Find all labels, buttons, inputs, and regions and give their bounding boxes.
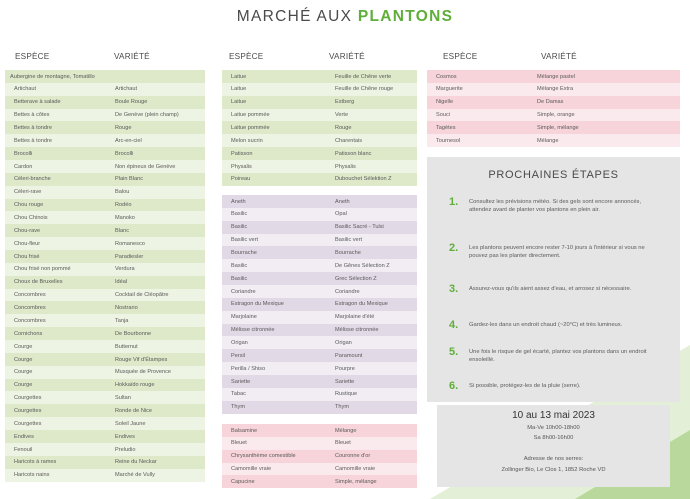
espece-cell: Courge bbox=[14, 356, 33, 363]
variete-cell: Marjolaine d'été bbox=[335, 314, 375, 321]
espece-cell: Chrysanthème comestible bbox=[231, 453, 296, 460]
table-row bbox=[222, 298, 417, 311]
table-row bbox=[5, 353, 205, 366]
hours-saturday: Sa 8h00-16h00 bbox=[533, 435, 574, 441]
variete-cell: Rouge Vif d'Étampes bbox=[115, 356, 168, 363]
step-text: Si possible, protégez-les de la pluie (serre). bbox=[469, 383, 581, 389]
variete-cell: Feuille de Chêne verte bbox=[335, 73, 392, 80]
variete-cell: Nostrano bbox=[115, 305, 138, 312]
espece-cell: Céleri-rave bbox=[14, 189, 42, 196]
variete-cell: Feuille de Chêne rouge bbox=[335, 86, 394, 93]
variete-cell: Arc-en-ciel bbox=[115, 137, 142, 144]
step-text: Une fois le risque de gel écarté, plantez vos plantons dans un endroit ensoleillé. bbox=[469, 349, 647, 364]
variete-cell: Camomille vraie bbox=[335, 466, 376, 473]
variete-cell: De Damas bbox=[537, 99, 564, 106]
table-row bbox=[427, 70, 680, 83]
espece-cell: Camomille vraie bbox=[231, 466, 272, 473]
variete-cell: Blanc bbox=[115, 227, 129, 234]
espece-cell: Thym bbox=[231, 404, 245, 411]
variete-cell: Physalis bbox=[335, 163, 356, 170]
espece-cell: Haricots à rames bbox=[14, 459, 57, 466]
espece-cell: Basilic bbox=[231, 262, 248, 269]
variete-cell: Patisson blanc bbox=[335, 150, 372, 157]
espece-cell: Laitue bbox=[231, 99, 247, 106]
variete-cell: Hokkaïdo rouge bbox=[115, 382, 155, 389]
variete-cell: Basilic Sacré - Tulsi bbox=[335, 224, 384, 231]
espece-cell: Tagètes bbox=[436, 125, 456, 132]
table-row bbox=[222, 336, 417, 349]
variete-cell: Endives bbox=[115, 433, 135, 440]
variete-cell: Rouge bbox=[115, 125, 132, 132]
table-row bbox=[222, 160, 417, 173]
variete-cell: Reine du Neckar bbox=[115, 459, 157, 466]
espece-cell: Laitue pommée bbox=[231, 112, 270, 119]
variete-cell: Opal bbox=[335, 211, 347, 218]
variete-cell: Ronde de Nice bbox=[115, 407, 153, 414]
espece-cell: Marjolaine bbox=[231, 314, 257, 321]
table-row bbox=[5, 443, 205, 456]
step-text: Assurez-vous qu'ils aient assez d'eau, et arrosez si nécessaire. bbox=[469, 286, 632, 292]
espece-cell: Céleri-branche bbox=[14, 176, 51, 183]
espece-cell: Mélisse citronnée bbox=[231, 327, 275, 334]
espece-cell: Aubergine de montagne, Tomatillo bbox=[10, 73, 95, 80]
variete-cell: Estragon du Mexique bbox=[335, 301, 388, 308]
variete-cell: De Gênes Sélection Z bbox=[335, 262, 390, 269]
table-row bbox=[5, 224, 205, 237]
step-text: Consultez les prévisions météo. Si des gels sont encore annoncés, attendez avant de planter vos plantons en plein air. bbox=[469, 199, 642, 214]
step-text: Gardez-les dans un endroit chaud (~20°C) et très lumineux. bbox=[469, 322, 623, 328]
step-number: 2. bbox=[449, 242, 459, 254]
hours-weekday: Ma-Ve 10h00-18h00 bbox=[527, 425, 580, 431]
page-title bbox=[0, 8, 690, 26]
variete-cell: Simple, orange bbox=[537, 112, 575, 119]
plant-table-column-2-green bbox=[222, 70, 417, 186]
table-row bbox=[5, 340, 205, 353]
variete-cell: Aneth bbox=[335, 198, 350, 205]
variete-cell: Sultan bbox=[115, 395, 131, 402]
column-header-variete-1: VARIÉTÉ bbox=[114, 52, 150, 61]
variete-cell: Paradiesler bbox=[115, 253, 144, 260]
variete-cell: Mélange bbox=[537, 137, 559, 144]
espece-cell: Patisson bbox=[231, 150, 253, 157]
variete-cell: Simple, mélange bbox=[335, 479, 377, 486]
column-header-espece-3: ESPÈCE bbox=[443, 52, 478, 61]
step-number: 5. bbox=[449, 346, 459, 358]
espece-cell: Nigelle bbox=[436, 99, 454, 106]
espece-cell: Basilic bbox=[231, 224, 248, 231]
table-row bbox=[222, 401, 417, 414]
variete-cell: Preludio bbox=[115, 446, 136, 453]
espece-cell: Cosmos bbox=[436, 73, 457, 80]
table-row bbox=[5, 109, 205, 122]
table-row bbox=[5, 121, 205, 134]
step-number: 4. bbox=[449, 319, 459, 331]
plant-table-column-1 bbox=[5, 70, 205, 482]
table-row bbox=[222, 83, 417, 96]
variete-cell: De Genève (plein champ) bbox=[115, 112, 179, 119]
espece-cell: Souci bbox=[436, 112, 450, 119]
variete-cell: Rodéo bbox=[115, 202, 132, 209]
espece-cell: Chou frisé non pommé bbox=[14, 266, 71, 273]
table-row bbox=[427, 121, 680, 134]
variete-cell: Rouge bbox=[335, 125, 352, 132]
table-row bbox=[222, 246, 417, 259]
table-row bbox=[222, 96, 417, 109]
variete-cell: Non épineux de Genève bbox=[115, 163, 176, 170]
variete-cell: Boule Rouge bbox=[115, 99, 148, 106]
table-row bbox=[222, 475, 417, 488]
table-row bbox=[427, 96, 680, 109]
next-steps-title: PROCHAINES ÉTAPES bbox=[488, 169, 619, 181]
espece-cell: Chou-fleur bbox=[14, 240, 41, 247]
table-row bbox=[222, 195, 417, 208]
table-row bbox=[5, 301, 205, 314]
plant-table-column-2-flowers bbox=[222, 424, 417, 488]
espece-cell: Chou-rave bbox=[14, 227, 41, 234]
espece-cell: Concombres bbox=[14, 305, 46, 312]
table-row bbox=[222, 324, 417, 337]
espece-cell: Persil bbox=[231, 352, 245, 359]
table-row bbox=[427, 109, 680, 122]
title-text: MARCHÉ AUX bbox=[236, 8, 358, 25]
espece-cell: Basilic bbox=[231, 275, 248, 282]
table-row bbox=[222, 437, 417, 450]
table-row bbox=[5, 160, 205, 173]
variete-cell: Marché de Vully bbox=[115, 472, 155, 479]
column-header-variete-2: VARIÉTÉ bbox=[329, 52, 365, 61]
title-accent: PLANTONS bbox=[357, 8, 454, 25]
variete-cell: Rustique bbox=[335, 391, 358, 398]
table-row bbox=[5, 70, 205, 83]
table-row bbox=[5, 96, 205, 109]
step-text: Les plantons peuvent encore rester 7-10 jours à l'intérieur si vous ne pouvez pas les planter directement. bbox=[469, 245, 645, 260]
espece-cell: Cardon bbox=[14, 163, 33, 170]
espece-cell: Laitue pommée bbox=[231, 125, 270, 132]
espece-cell: Artichaut bbox=[14, 86, 37, 93]
table-row bbox=[5, 134, 205, 147]
espece-cell: Capucine bbox=[231, 479, 255, 486]
variete-cell: Simple, mélange bbox=[537, 125, 579, 132]
step-number: 6. bbox=[449, 380, 459, 392]
espece-cell: Endives bbox=[14, 433, 34, 440]
espece-cell: Bettes à côtes bbox=[14, 112, 50, 119]
espece-cell: Laitue bbox=[231, 86, 247, 93]
table-row bbox=[5, 366, 205, 379]
table-row bbox=[5, 186, 205, 199]
espece-cell: Concombres bbox=[14, 292, 46, 299]
column-header-espece-2: ESPÈCE bbox=[229, 52, 264, 61]
table-row bbox=[427, 83, 680, 96]
variete-cell: Dubouchet Sélektion Z bbox=[335, 176, 392, 183]
table-row bbox=[5, 263, 205, 276]
table-row bbox=[222, 109, 417, 122]
table-row bbox=[222, 173, 417, 186]
variete-cell: Bourrache bbox=[335, 250, 361, 257]
espece-cell: Courge bbox=[14, 369, 33, 376]
table-row bbox=[5, 211, 205, 224]
variete-cell: Mélisse citronnée bbox=[335, 327, 379, 334]
variete-cell: De Bourbonne bbox=[115, 330, 152, 337]
variete-cell: Mélange Extra bbox=[537, 86, 574, 93]
espece-cell: Concombres bbox=[14, 317, 46, 324]
table-row bbox=[5, 417, 205, 430]
table-row bbox=[5, 173, 205, 186]
table-row bbox=[5, 289, 205, 302]
espece-cell: Marguerite bbox=[436, 86, 463, 93]
variete-cell: Paramount bbox=[335, 352, 363, 359]
espece-cell: Courge bbox=[14, 382, 33, 389]
table-row bbox=[222, 272, 417, 285]
table-row bbox=[222, 70, 417, 83]
espece-cell: Chou Chinois bbox=[14, 215, 48, 222]
table-row bbox=[222, 121, 417, 134]
table-row bbox=[5, 430, 205, 443]
variete-cell: Charentais bbox=[335, 137, 363, 144]
espece-cell: Estragon du Mexique bbox=[231, 301, 284, 308]
variete-cell: Plain Blanc bbox=[115, 176, 143, 183]
espece-cell: Choux de Bruxelles bbox=[14, 279, 63, 286]
table-row bbox=[222, 375, 417, 388]
variete-cell: Sariette bbox=[335, 378, 355, 385]
table-row bbox=[5, 391, 205, 404]
espece-cell: Chou frisé bbox=[14, 253, 40, 260]
espece-cell: Courgettes bbox=[14, 407, 42, 414]
variete-cell: Bleuet bbox=[335, 440, 351, 447]
table-row bbox=[5, 250, 205, 263]
table-row bbox=[222, 221, 417, 234]
espece-cell: Laitue bbox=[231, 73, 247, 80]
espece-cell: Bettes à tondre bbox=[14, 137, 52, 144]
column-header-espece-1: ESPÈCE bbox=[15, 52, 50, 61]
espece-cell: Basilic vert bbox=[231, 237, 259, 244]
espece-cell: Melon sucrin bbox=[231, 137, 263, 144]
step-number: 1. bbox=[449, 196, 459, 208]
table-row bbox=[222, 134, 417, 147]
variete-cell: Verte bbox=[335, 112, 349, 119]
variete-cell: Tanja bbox=[115, 317, 129, 324]
variete-cell: Grec Sélection Z bbox=[335, 275, 377, 282]
table-row bbox=[222, 424, 417, 437]
espece-cell: Aneth bbox=[231, 198, 246, 205]
table-row bbox=[222, 147, 417, 160]
plant-table-column-2-herbs bbox=[222, 195, 417, 414]
table-row bbox=[222, 259, 417, 272]
espece-cell: Courge bbox=[14, 343, 33, 350]
table-row bbox=[222, 388, 417, 401]
table-row bbox=[427, 134, 680, 147]
variete-cell: Coriandre bbox=[335, 288, 360, 295]
espece-cell: Poireau bbox=[231, 176, 251, 183]
table-row bbox=[5, 379, 205, 392]
espece-cell: Coriandre bbox=[231, 288, 256, 295]
espece-cell: Tabac bbox=[231, 391, 246, 398]
table-row bbox=[222, 450, 417, 463]
variete-cell: Estberg bbox=[335, 99, 355, 106]
table-row bbox=[222, 208, 417, 221]
table-row bbox=[5, 276, 205, 289]
event-info-panel bbox=[437, 405, 670, 487]
espece-cell: Bleuet bbox=[231, 440, 247, 447]
variete-cell: Romanesco bbox=[115, 240, 145, 247]
variete-cell: Artichaut bbox=[115, 86, 138, 93]
variete-cell: Pourpre bbox=[335, 365, 355, 372]
table-row bbox=[222, 285, 417, 298]
table-row bbox=[222, 311, 417, 324]
espece-cell: Fenouil bbox=[14, 446, 33, 453]
table-row bbox=[5, 469, 205, 482]
step-number: 3. bbox=[449, 283, 459, 295]
espece-cell: Brocolli bbox=[14, 150, 33, 157]
table-row bbox=[222, 362, 417, 375]
column-header-variete-3: VARIÉTÉ bbox=[541, 52, 577, 61]
table-row bbox=[5, 327, 205, 340]
espece-cell: Courgettes bbox=[14, 420, 42, 427]
variete-cell: Manoko bbox=[115, 215, 135, 222]
next-steps-panel bbox=[427, 157, 680, 402]
espece-cell: Bourrache bbox=[231, 250, 257, 257]
table-row bbox=[222, 349, 417, 362]
table-row bbox=[5, 199, 205, 212]
variete-cell: Mélange bbox=[335, 427, 357, 434]
espece-cell: Betterave à salade bbox=[14, 99, 61, 106]
espece-cell: Physalis bbox=[231, 163, 252, 170]
variete-cell: Couronne d'or bbox=[335, 453, 371, 460]
espece-cell: Chou rouge bbox=[14, 202, 44, 209]
variete-cell: Musquée de Provence bbox=[115, 369, 171, 376]
variete-cell: Butternut bbox=[115, 343, 138, 350]
variete-cell: Idéal bbox=[115, 279, 128, 286]
espece-cell: Sariette bbox=[231, 378, 251, 385]
espece-cell: Cornichons bbox=[14, 330, 43, 337]
table-row bbox=[5, 83, 205, 96]
espece-cell: Bettes à tondre bbox=[14, 125, 52, 132]
variete-cell: Basilic vert bbox=[335, 237, 363, 244]
plant-table-column-3 bbox=[427, 70, 680, 147]
address-label: Adresse de nos serres: bbox=[523, 456, 584, 462]
table-row bbox=[5, 456, 205, 469]
table-row bbox=[222, 463, 417, 476]
variete-cell: Mélange pastel bbox=[537, 73, 575, 80]
espece-cell: Courgettes bbox=[14, 395, 42, 402]
table-row bbox=[5, 237, 205, 250]
variete-cell: Soleil Jaune bbox=[115, 420, 146, 427]
variete-cell: Balou bbox=[115, 189, 130, 196]
espece-cell: Balsamine bbox=[231, 427, 258, 434]
variete-cell: Cocktail de Cléopâtre bbox=[115, 292, 169, 299]
table-row bbox=[5, 147, 205, 160]
table-row bbox=[5, 404, 205, 417]
variete-cell: Origan bbox=[335, 340, 352, 347]
table-row bbox=[5, 314, 205, 327]
espece-cell: Perilla / Shiso bbox=[231, 365, 266, 372]
espece-cell: Origan bbox=[231, 340, 248, 347]
espece-cell: Haricots nains bbox=[14, 472, 50, 479]
espece-cell: Tournesol bbox=[436, 137, 461, 144]
address: Zollinger Bio, Le Clos 1, 1852 Roche VD bbox=[501, 467, 606, 473]
event-dates: 10 au 13 mai 2023 bbox=[512, 410, 595, 421]
variete-cell: Brocolli bbox=[115, 150, 134, 157]
espece-cell: Basilic bbox=[231, 211, 248, 218]
variete-cell: Thym bbox=[335, 404, 349, 411]
table-row bbox=[222, 234, 417, 247]
variete-cell: Verdura bbox=[115, 266, 135, 273]
